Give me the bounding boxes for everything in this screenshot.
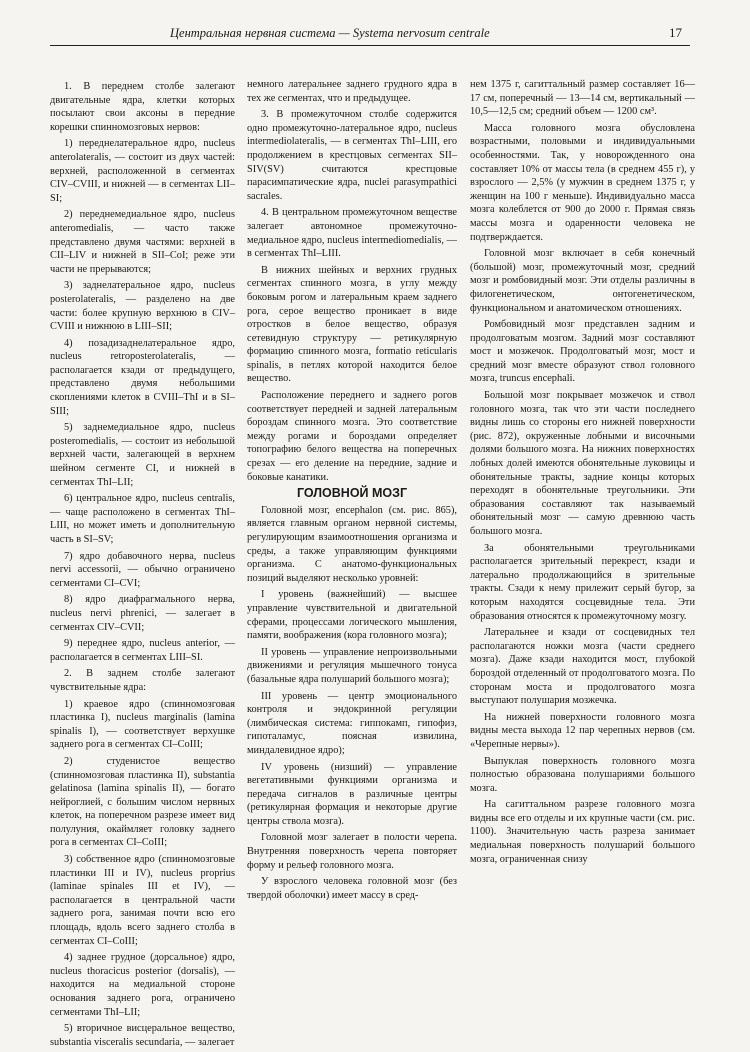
paragraph: Головной мозг, encephalon (см. рис. 865), является главным органом нервной системы, регулирующим взаимоотношения организма и среды, а также управляющим функциями организма. С анатомо-функциональных позиций выделяют несколько уровней: <box>247 504 457 584</box>
column-2 <box>247 78 457 905</box>
paragraph: 8) ядро диафрагмального нерва, nucleus nervi phrenici, — залегает в сегментах CIV–CVII; <box>50 594 235 633</box>
paragraph: Масса головного мозга обусловлена возрастными, половыми и индивидуальными особенностями. Так, у новорожденного она составляет 10% от массы тела (в среднем 455 г), у взрослого — 2,5% (у мужчин в среднем 1375 г, у женщин на 100 г меньше). Индивидуально масса мозга колеблется от 900 до 2000 г. Прямая связь массы мозга и одаренности человека не подтверждается. <box>470 122 695 243</box>
running-header <box>50 20 690 46</box>
paragraph: 4. В центральном промежуточном веществе залегает автономное промежуточно-медиальное ядро, nucleus intermediomedialis, — в сегментах ThI–LIII. <box>247 207 457 260</box>
section-heading: ГОЛОВНОЙ МОЗГ <box>296 486 408 501</box>
paragraph: 3. В промежуточном столбе содержится одно промежуточно-латеральное ядро, nucleus intermediolateralis, — в сегментах ThI–LIII, его продолжением в крестцовых сегментах SII–SIV(SV) считаются крестцовые парасимпатические ядра, nuclei parasympathici sacrales. <box>247 109 457 202</box>
paragraph: 9) переднее ядро, nucleus anterior, — располагается в сегментах LIII–SI. <box>50 638 235 663</box>
paragraph: 1. В переднем столбе залегают двигательные ядра, клетки которых посылают свои аксоны в передние корешки спинномозговых нервов: <box>50 81 235 133</box>
paragraph: II уровень — управление непроизвольными движениями и регуляция мышечного тонуса (базальные ядра полушарий большого мозга); <box>247 646 457 685</box>
header-rule <box>50 45 690 46</box>
paragraph: У взрослого человека головной мозг (без твердой оболочки) имеет массу в сред- <box>247 876 457 901</box>
paragraph: III уровень — центр эмоционального контроля и эндокринной регуляции (лимбическая система: гиппокамп, гипофиз, гипоталамус, поясная извилина, миндалевидное ядро); <box>247 690 457 756</box>
paragraph: Головной мозг включает в себя конечный (большой) мозг, промежуточный мозг, средний мозг и ромбовидный мозг. Эти отделы различны в филогенетическом, онтогенетическом, функциональном и анатомическом отношениях. <box>470 248 695 314</box>
paragraph: За обонятельными треугольниками располагается зрительный перекрест, кзади и латерально продолжающийся в зрительные тракты. Сзади к нему прилежит серый бугор, за которым находятся сосцевидные тела. Эти образования относятся к промежуточному мозгу. <box>470 542 695 622</box>
paragraph: 6) центральное ядро, nucleus centralis, — чаще расположено в сегментах ThI–LIII, но может иметь и дополнительную часть в SI–SV; <box>50 493 235 545</box>
paragraph: I уровень (важнейший) — высшее управление чувствительной и двигательной сферами, процессами логического мышления, памяти, воображения (кора головного мозга); <box>247 589 457 642</box>
paragraph: 2) студенистое вещество (спинномозговая пластинка II), substantia gelatinosa (lamina spinalis II), — богато нейроглией, с большим числом нервных клеток, на поперечном разрезе имеет вид полулуния, окаймляет головку заднего рога в сегментах CI–CoIII; <box>50 755 235 849</box>
paragraph: немного латеральнее заднего грудного ядра в тех же сегментах, что и предыдущее. <box>247 79 457 104</box>
paragraph: В нижних шейных и верхних грудных сегментах спинного мозга, в углу между боковым рогом и латеральным краем заднего рога, серое вещество проникает в виде отростков в белое вещество, образуя сетевидную структуру — ретикулярную формацию спинного мозга, formatio reticularis spinalis, в петлях которой находится белое вещество. <box>247 264 457 385</box>
column-1 <box>50 80 235 1052</box>
page-number: 17 <box>669 25 682 40</box>
paragraph: 1) краевое ядро (спинномозговая пластинка I), nucleus marginalis (lamina spinalis I), — соответствует верхушке заднего рога в сегментах CI–CoIII; <box>50 698 235 751</box>
paragraph: Большой мозг покрывает мозжечок и ствол головного мозга, так что эти части последнего видны лишь со стороны его нижней поверхности (рис. 872), окруженные лобными и височными долями большого мозга. На нижних поверхностях лобных долей имеются обонятельные луковицы и обонятельные тракты, задние концы которых переходят в обонятельные треугольники. Эти образования составляют так называемый обонятельный мозг — самую древнюю часть большого мозга. <box>470 390 695 537</box>
paragraph: На сагиттальном разрезе головного мозга видны все его отделы и их крупные части (см. рис. 1100). Значительную часть разреза занимает медиальная поверхность полушарий большого мозга, ограниченная снизу <box>470 799 695 865</box>
paragraph: 7) ядро добавочного нерва, nucleus nervi accessorii, — обычно ограничено сегментами CI–CVI; <box>50 550 235 589</box>
paragraph: 1) переднелатеральное ядро, nucleus anterolateralis, — состоит из двух частей: верхней, расположенной в сегментах CIV–CVIII, и нижней — в сегментах LII–SI; <box>50 138 235 204</box>
paragraph: 2) переднемедиальное ядро, nucleus anteromedialis, — часто также представлено двумя частями: верхней в CII–LIV и нижней в SII–CoI; реже эти части не прерываются; <box>50 209 235 275</box>
paragraph: 4) заднее грудное (дорсальное) ядро, nucleus thoracicus posterior (dorsalis), — находится на медиальной стороне основания заднего рога, ограничено сегментами ThI–LII; <box>50 952 235 1018</box>
paragraph: Расположение переднего и заднего рогов соответствует передней и задней латеральным бороздам спинного мозга. Это соответствие между рогами и бороздами определяет топографию белого вещества на поперечных срезах — его деление на передние, задние и боковые канатики. <box>247 390 457 483</box>
paragraph: 2. В заднем столбе залегают чувствительные ядра: <box>50 668 235 693</box>
column-3 <box>470 78 695 869</box>
paragraph: 5) вторичное висцеральное вещество, substantia visceralis secundaria, — залегает <box>50 1023 235 1048</box>
paragraph: На нижней поверхности головного мозга видны места выхода 12 пар черепных нервов (см. «Черепные нервы»). <box>470 711 695 750</box>
running-title: Центральная нервная система — Systema nervosum centrale <box>170 26 490 40</box>
paragraph: Латеральнее и кзади от сосцевидных тел располагаются ножки мозга (части среднего мозга). Даже кзади находится мост, глубокой бороздой отделенный от продолговатого мозга. По сторонам моста и продолговатого мозга выступают полушария мозжечка. <box>470 627 695 707</box>
paragraph: Головной мозг залегает в полости черепа. Внутренняя поверхность черепа повторяет форму и рельеф головного мозга. <box>247 832 457 871</box>
paragraph: IV уровень (низший) — управление вегетативными функциями организма и передача сигналов в различные центры (ретикулярная формация и некоторые другие центры ствола мозга). <box>247 761 457 827</box>
paragraph: 5) заднемедиальное ядро, nucleus posteromedialis, — состоит из небольшой верхней части, залегающей в верхнем шейном сегменте CI, и нижней в сегментах ThI–LII; <box>50 422 235 488</box>
paragraph: 3) заднелатеральное ядро, nucleus posterolateralis, — разделено на две части: более крупную верхнюю в CIV–CVIII и нижнюю в LIII–SII; <box>50 280 235 333</box>
paragraph: 3) собственное ядро (спинномозговые пластинки III и IV), nucleus proprius (laminae spinales III et IV), — располагается в центральной части заднего рога, занимая почти всю его площадь, вдоль всего заднего столба в сегментах CI–CoIII; <box>50 854 235 947</box>
paragraph: 4) позадизаднелатеральное ядро, nucleus retroposterolateralis, — располагается кзади от предыдущего, представлено двумя небольшими скоплениями клеток в CVIII–ThI и в SI–SIII; <box>50 337 235 417</box>
paragraph: Ромбовидный мозг представлен задним и продолговатым мозгом. Задний мозг составляют мост и мозжечок. Продолговатый мозг, мост и средний мозг вместе образуют ствол головного мозга, truncus encephali. <box>470 319 695 385</box>
paragraph: нем 1375 г, сагиттальный размер составляет 16—17 см, поперечный — 13—14 см, вертикальный — 10,5—12,5 см; средний объем — 1200 см³. <box>470 79 695 118</box>
paragraph: Выпуклая поверхность головного мозга полностью образована полушариями большого мозга. <box>470 755 695 794</box>
